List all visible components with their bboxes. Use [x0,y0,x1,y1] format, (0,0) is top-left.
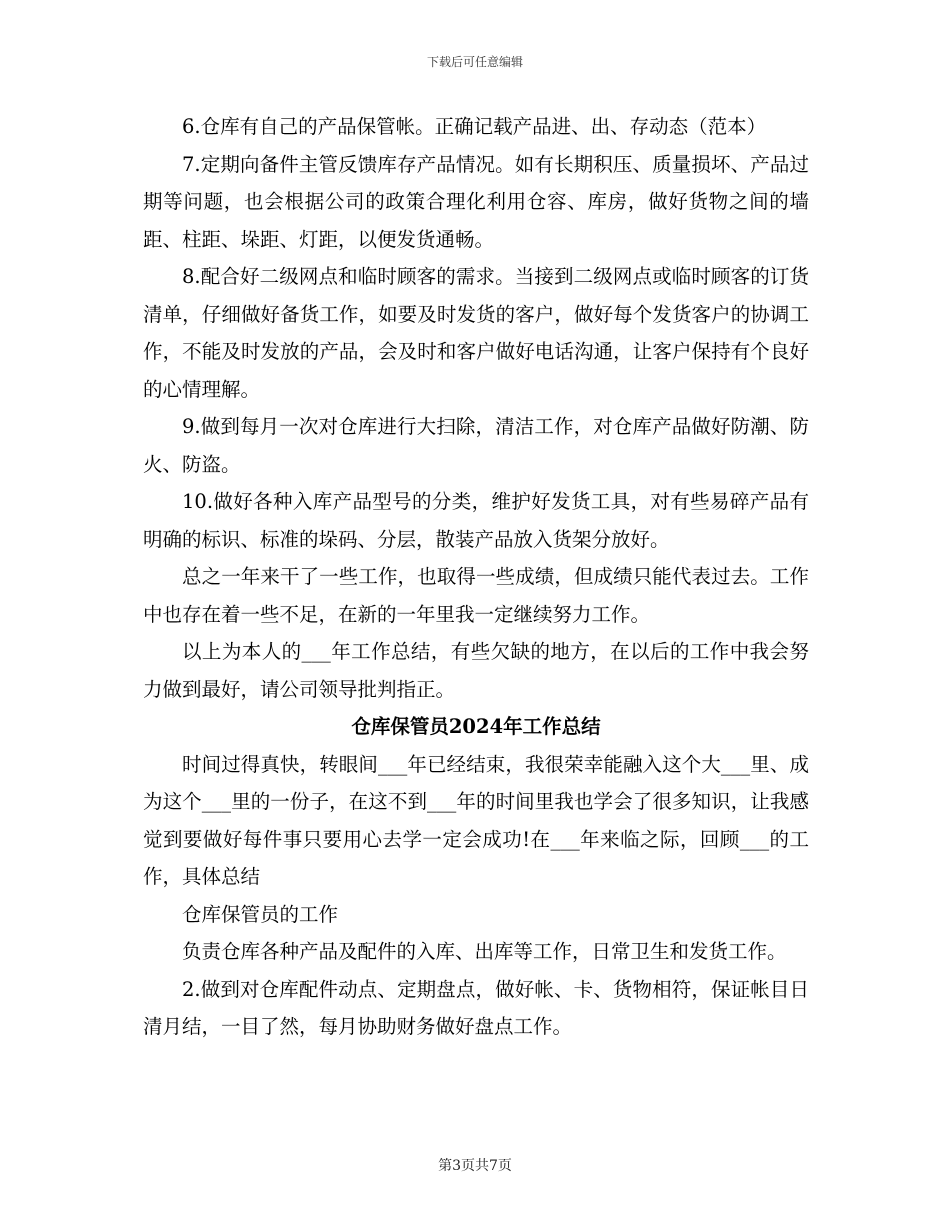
header-note: 下载后可任意编辑 [426,55,523,69]
paragraph-subheading: 仓库保管员的工作 [182,902,339,926]
section-title: 仓库保管员2024年工作总结 [351,715,601,738]
document-body [143,108,809,1046]
paragraph-item-10: 10.做好各种入库产品型号的分类，维护好发货工具，对有些易碎产品有明确的标识、标准的垛码、分层，散装产品放入货架分放好。 [143,490,809,551]
paragraph-conclusion: 总之一年来干了一些工作，也取得一些成绩，但成绩只能代表过去。工作中也存在着一些不足，在新的一年里我一定继续努力工作。 [143,565,809,626]
paragraph-item-7: 7.定期向备件主管反馈库存产品情况。如有长期积压、质量损坏、产品过期等问题，也会根据公司的政策合理化利用仓容、库房，做好货物之间的墙距、柱距、垛距、灯距，以便发货通畅。 [143,152,809,251]
paragraph-item-6: 6.仓库有自己的产品保管帐。正确记载产品进、出、存动态（范本） [182,115,767,138]
paragraph-intro: 时间过得真快，转眼间___年已经结束，我很荣幸能融入这个大___里、成为这个___里的一份子，在这不到___年的时间里我也学会了很多知识，让我感觉到要做好每件事只要用心去学一定会成功!在___年来临之际，回顾___的工作，具体总结 [143,752,809,888]
paragraph-duties: 负责仓库各种产品及配件的入库、出库等工作，日常卫生和发货工作。 [182,940,787,963]
paragraph-closing: 以上为本人的___年工作总结，有些欠缺的地方，在以后的工作中我会努力做到最好，请公司领导批判指正。 [143,640,809,701]
page-number: 第3页共7页 [438,1158,512,1174]
paragraph-item-2: 2.做到对仓库配件动点、定期盘点，做好帐、卡、货物相符，保证帐目日清月结，一目了然，每月协助财务做好盘点工作。 [143,977,809,1038]
paragraph-item-8: 8.配合好二级网点和临时顾客的需求。当接到二级网点或临时顾客的订货清单，仔细做好备货工作，如要及时发货的客户，做好每个发货客户的协调工作，不能及时发放的产品，会及时和客户做好电话沟通，让客户保持有个良好的心情理解。 [143,265,809,401]
paragraph-item-9: 9.做到每月一次对仓库进行大扫除，清洁工作，对仓库产品做好防潮、防火、防盗。 [143,415,809,476]
